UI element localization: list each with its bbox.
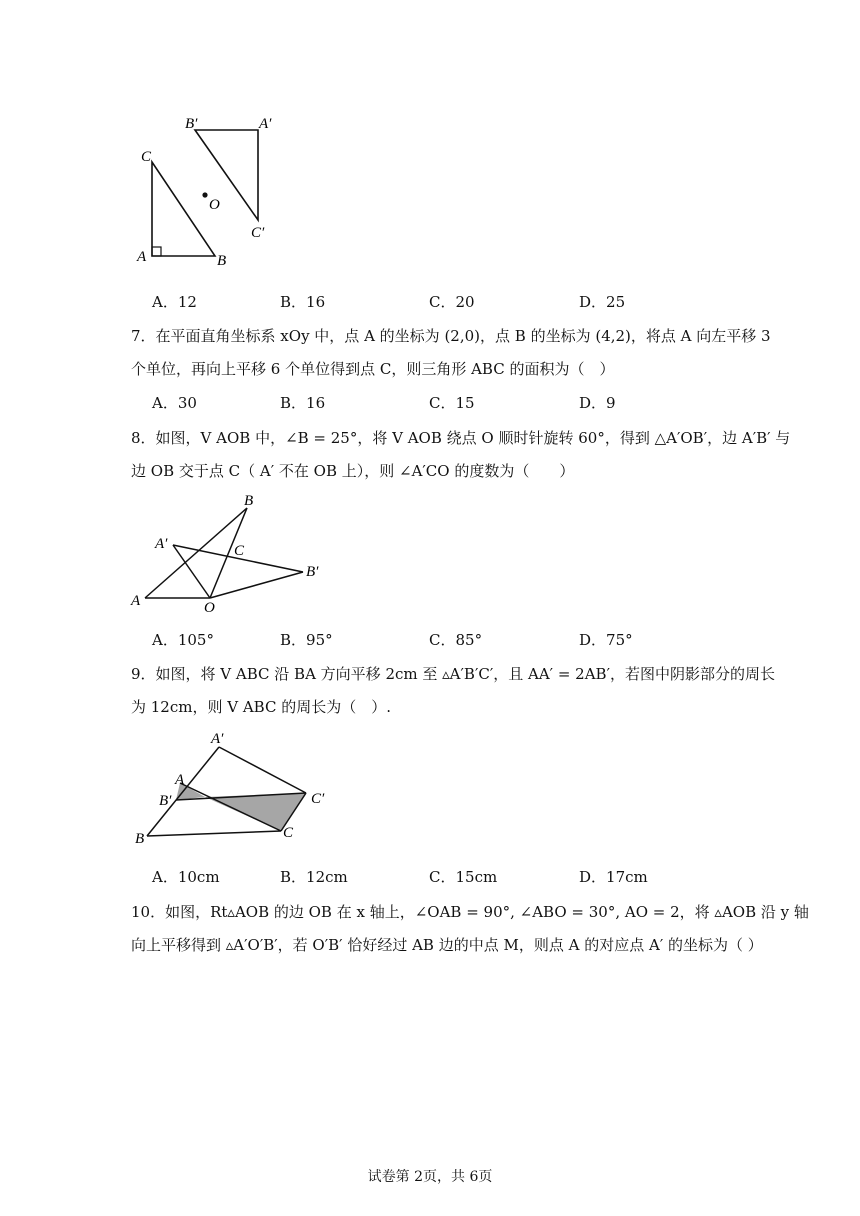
- q10-text-line2: 向上平移得到 ▵A′O′B′，若 O′B′ 恰好经过 AB 边的中点 M，则点 A 的对应点 A′ 的坐标为（ ）: [131, 936, 763, 954]
- q6-choice-a: A．12: [152, 293, 197, 311]
- label-a: A: [175, 772, 185, 788]
- segment-bc: [147, 831, 281, 836]
- label-b-prime: B′: [159, 793, 172, 809]
- q7-text-line2: 个单位，再向上平移 6 个单位得到点 C，则三角形 ABC 的面积为（ ）: [131, 360, 615, 378]
- label-c-prime: C′: [251, 225, 265, 241]
- q9-text-line1: 9．如图，将 V ABC 沿 BA 方向平移 2cm 至 ▵A′B′C′，且 AA′ = 2AB′，若图中阴影部分的周长: [131, 665, 775, 683]
- triangle-abc: [152, 162, 215, 256]
- label-b: B: [217, 253, 227, 269]
- label-o: O: [209, 197, 220, 213]
- q7-choice-a: A．30: [152, 394, 197, 412]
- label-a-prime: A′: [211, 731, 224, 747]
- label-b: B: [135, 831, 145, 847]
- segment-ab: [145, 508, 247, 598]
- label-a: A: [131, 593, 141, 609]
- q7-text-line1: 7．在平面直角坐标系 xOy 中，点 A 的坐标为 (2,0)，点 B 的坐标为 (4,2)，将点 A 向左平移 3: [131, 327, 771, 345]
- label-b-prime: B′: [185, 116, 198, 132]
- q8-choice-b: B．95°: [280, 631, 333, 649]
- label-c: C: [141, 149, 152, 165]
- q8-text-line2: 边 OB 交于点 C（ A′ 不在 OB 上），则 ∠A′CO 的度数为（ ）: [131, 462, 575, 480]
- label-o: O: [204, 600, 215, 616]
- label-b: B: [244, 493, 254, 509]
- q7-choice-b: B．16: [280, 394, 326, 412]
- segment-a-prime-o: [173, 545, 210, 598]
- point-o: [202, 192, 207, 197]
- q9-choice-c: C．15cm: [429, 868, 498, 886]
- right-angle-mark: [152, 247, 161, 256]
- q6-choice-b: B．16: [280, 293, 326, 311]
- figure-q8: [125, 488, 335, 616]
- q9-text-line2: 为 12cm，则 V ABC 的周长为（ ）.: [131, 698, 391, 716]
- label-c-prime: C′: [311, 791, 325, 807]
- label-c: C: [283, 825, 294, 841]
- segment-a-prime-c-prime: [219, 747, 306, 793]
- q9-choice-d: D．17cm: [579, 868, 648, 886]
- q8-choice-d: D．75°: [579, 631, 633, 649]
- q7-choice-c: C．15: [429, 394, 475, 412]
- segment-b-a-prime: [147, 747, 219, 836]
- q6-choice-d: D．25: [579, 293, 626, 311]
- q8-choice-a: A．105°: [152, 631, 214, 649]
- label-b-prime: B′: [306, 564, 319, 580]
- q9-choice-a: A．10cm: [152, 868, 220, 886]
- page-footer: 试卷第 2页，共 6页: [367, 1169, 493, 1185]
- q8-choice-c: C．85°: [429, 631, 483, 649]
- q8-text-line1: 8．如图，V AOB 中，∠B = 25°，将 V AOB 绕点 O 顺时针旋转 60°，得到 △A′OB′，边 A′B′ 与: [131, 429, 791, 447]
- q7-choice-d: D．9: [579, 394, 616, 412]
- q10-text-line1: 10．如图，Rt▵AOB 的边 OB 在 x 轴上，∠OAB = 90°, ∠ABO = 30°, AO = 2，将 ▵AOB 沿 y 轴: [131, 903, 809, 921]
- triangle-a-prime-b-prime-c-prime: [195, 130, 258, 220]
- label-a: A: [137, 249, 147, 265]
- figure-q6: [125, 110, 295, 275]
- figure-q9: [125, 725, 345, 855]
- q9-choice-b: B．12cm: [280, 868, 348, 886]
- q6-choice-c: C．20: [429, 293, 475, 311]
- label-a-prime: A′: [155, 536, 168, 552]
- segment-o-b-prime: [210, 572, 303, 598]
- label-c: C: [234, 543, 245, 559]
- label-a-prime: A′: [259, 116, 272, 132]
